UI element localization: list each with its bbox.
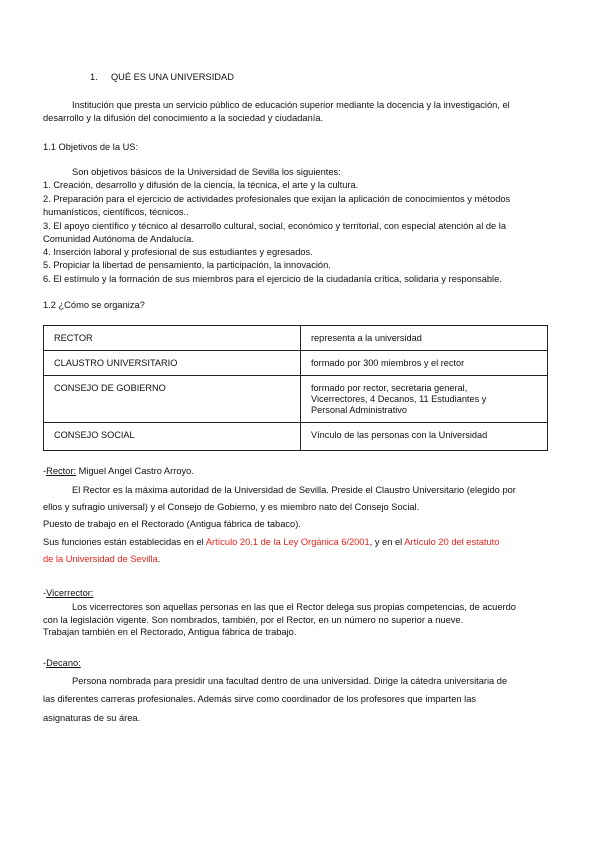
table-cell-body: CLAUSTRO UNIVERSITARIO [44,351,301,376]
link-ley-organica[interactable]: Artículo 20.1 de la Ley Orgánica 6/2001 [205,537,370,547]
heading-title: QUÉ ES UNA UNIVERSIDAD [110,72,234,82]
organization-title: 1.2 ¿Cómo se organiza? [43,300,145,310]
table-cell-body: CONSEJO SOCIAL [44,423,301,451]
rector-prefix: - [43,466,47,476]
desc-line: Personal Administrativo [311,405,408,415]
functions-end: . [157,554,161,564]
vicerrector-prefix: - [43,588,47,598]
vicerrector-line-3: Trabajan también en el Rectorado, Antigua fábrica de trabajo. [43,627,297,637]
decano-label: Decano: [46,658,81,668]
vicerrector-line-2: con la legislación vigente. Son nombrados, también, por el Rector, en un número no superior a nueve. [43,615,464,625]
objective-line: 3. El apoyo científico y técnico al desarrollo cultural, social, económico y territorial, con especial atención al de la [43,221,507,231]
link-estatuto-cont[interactable]: de la Universidad de Sevilla [43,554,158,564]
table-row [44,376,548,423]
objective-line: 2. Preparación para el ejercicio de actividades profesionales que exijan la aplicación de conocimientos y métodos [43,194,511,204]
intro-line-2: desarrollo y la difusión del conocimiento a la sociedad y ciudadanía. [43,113,324,123]
vicerrector-line-1: Los vicerrectores son aquellas personas en las que el Rector delega sus propias competencias, de acuerdo [72,602,516,612]
table-row [44,423,548,451]
objective-line: 6. El estímulo y la formación de sus miembros para el ejercicio de la ciudadanía crítica, solidaria y responsable. [43,274,502,284]
decano-line-1: Persona nombrada para presidir una facultad dentro de una universidad. Dirige la cátedra universitaria de [72,676,508,686]
functions-text: Sus funciones están establecidas en el [43,537,206,547]
intro-line-1: Institución que presta un servicio público de educación superior mediante la docencia y la investigación, el [72,100,510,110]
rector-label: Rector: [46,466,77,476]
vicerrector-heading [43,588,93,598]
decano-prefix: - [43,658,47,668]
decano-line-2: las diferentes carreras profesionales. Además sirve como coordinador de los profesores que imparten las [43,694,477,704]
section-heading [90,72,234,82]
rector-p1-line-2: ellos y sufragio universal) y el Consejo de Gobierno, y es miembro nato del Consejo Social. [43,502,420,512]
table-cell-desc [301,376,548,423]
objectives-title: 1.1 Objetivos de la US: [43,142,139,152]
rector-functions-line-2 [43,554,160,564]
table-cell-desc: representa a la universidad [301,326,548,351]
objective-line: humanísticos, científicos, técnicos.. [43,207,189,217]
objectives-lead: Son objetivos básicos de la Universidad de Sevilla los siguientes: [72,167,341,177]
functions-text: , y en el [369,537,405,547]
rector-workplace: Puesto de trabajo en el Rectorado (Antigua fábrica de tabaco). [43,519,301,529]
rector-heading [43,466,194,476]
decano-line-3: asignaturas de su área. [43,713,141,723]
rector-p1-line-1: El Rector es la máxima autoridad de la Universidad de Sevilla. Preside el Claustro Universitario (elegido por [72,485,516,495]
table-cell-desc: Vínculo de las personas con la Universidad [301,423,548,451]
objective-line: 1. Creación, desarrollo y difusión de la ciencia, la técnica, el arte y la cultura. [43,180,359,190]
organization-table [43,325,548,451]
table-row [44,326,548,351]
heading-number: 1. [90,72,98,82]
objective-line: 5. Propiciar la libertad de pensamiento, la participación, la innovación. [43,260,331,270]
objective-line: Comunidad Autónoma de Andalucía. [43,234,194,244]
objective-line: 4. Inserción laboral y profesional de sus estudiantes y egresados. [43,247,313,257]
table-row [44,351,548,376]
table-cell-body: RECTOR [44,326,301,351]
vicerrector-label: Vicerrector: [46,588,94,598]
desc-line: Vicerrectores, 4 Decanos, 11 Estudiantes y [311,394,487,404]
rector-name: Miguel Angel Castro Arroyo. [76,466,194,476]
table-cell-body: CONSEJO DE GOBIERNO [44,376,301,423]
decano-heading [43,658,81,668]
table-cell-desc: formado por 300 miembros y el rector [301,351,548,376]
desc-line: formado por rector, secretaria general, [311,383,468,393]
rector-functions-line-1 [43,537,499,547]
link-estatuto[interactable]: Artículo 20 del estatuto [404,537,500,547]
